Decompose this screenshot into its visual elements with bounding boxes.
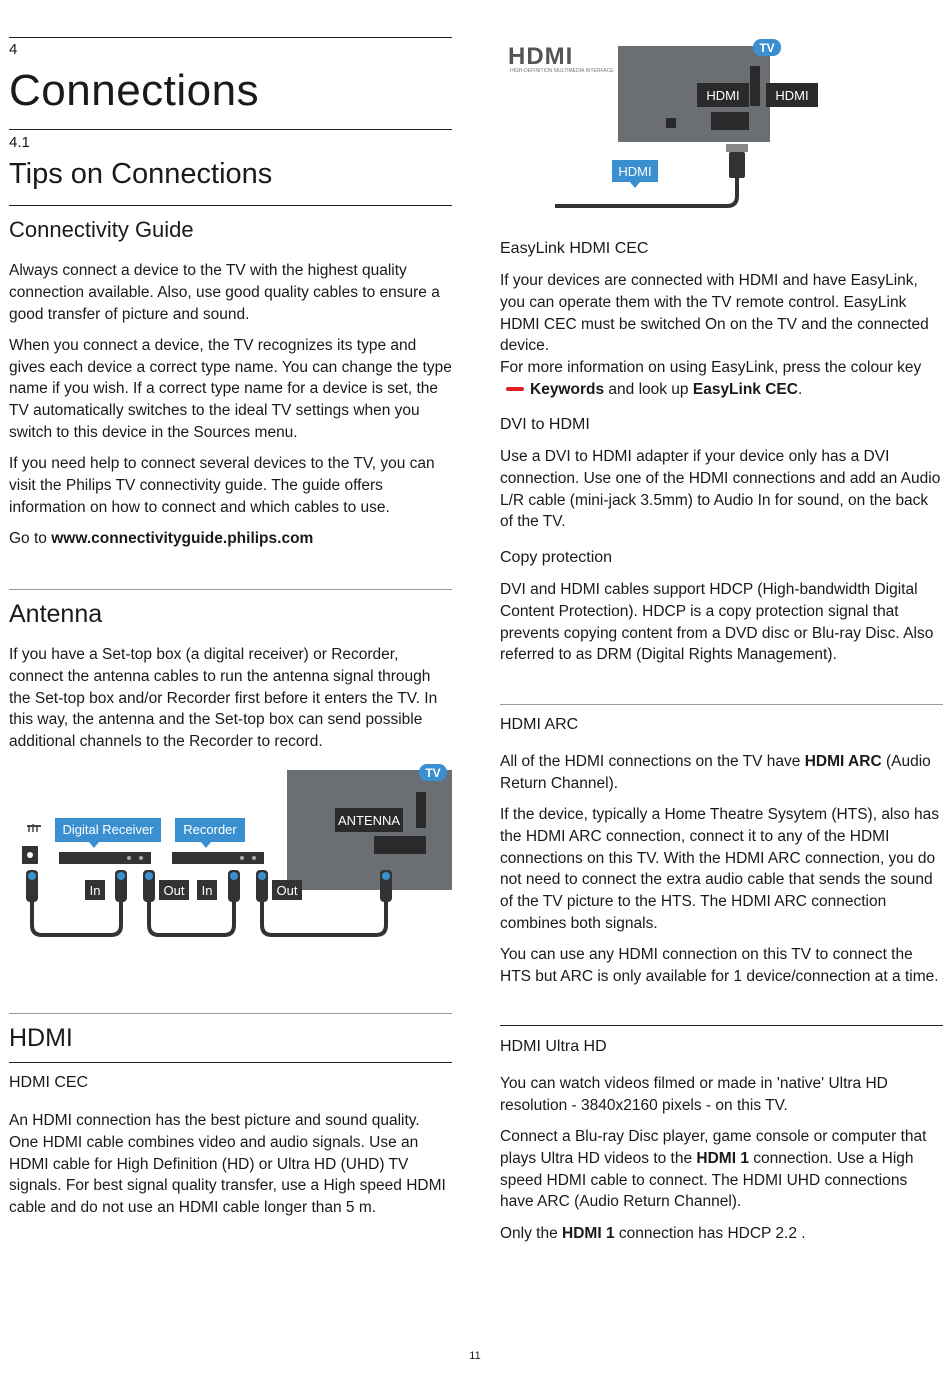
- arc-heading: HDMI ARC: [500, 716, 579, 733]
- uhd-heading: HDMI Ultra HD: [500, 1038, 607, 1055]
- tv-badge-label: TV: [759, 41, 775, 55]
- in-port-label-2: [197, 880, 217, 900]
- easylink-body: [500, 270, 946, 401]
- connectivity-rule: [9, 205, 452, 206]
- connectivity-guide-link[interactable]: www.connectivityguide.philips.com: [51, 530, 314, 548]
- recorder-label: Recorder: [183, 822, 237, 837]
- chapter-rule: [9, 37, 452, 38]
- page-number: 11: [469, 1350, 481, 1362]
- arc-paragraph: All of the HDMI connections on the TV have HDMI ARC (Audio Return Channel).: [500, 753, 931, 792]
- hdmi-logo-text: HDMI: [508, 43, 574, 70]
- connectivity-paragraph: Always connect a device to the TV with the highest quality connection available. Also, use good quality cables to ensure a good transfer of picture and sound.: [9, 262, 440, 323]
- dvi-paragraph: Use a DVI to HDMI adapter if your device only has a DVI connection. Use one of the HDMI connections and add an Audio L/R cable (mini-jack 3.5mm) to Audio In for sound, on the back of the TV.: [500, 448, 941, 531]
- hdmi-plug: [726, 144, 748, 178]
- hdmi-cec-rule: [9, 1062, 452, 1063]
- antenna-paragraph: If you have a Set-top box (a digital receiver) or Recorder, connect the antenna cables to run the antenna signal through the Set-top box and/or Recorder first before it enters the TV. In this way, the antenna and the Set-top box can send possible additional channels to the Recorder to record.: [9, 646, 438, 751]
- tv-side-slot: [750, 66, 760, 106]
- out-label: Out: [276, 883, 298, 898]
- hdmi-cable-label: HDMI: [618, 164, 652, 179]
- hdmi-rule: [9, 1013, 452, 1014]
- easylink-paragraph: If your devices are connected with HDMI and have EasyLink, you can operate them with the TV remote control. EasyLink HDMI CEC must be switched On on the TV and the connected device.: [500, 272, 929, 355]
- digital-receiver-tag: [55, 818, 161, 848]
- uhd-paragraph: Only the HDMI 1 connection has HDCP 2.2 .: [500, 1224, 806, 1242]
- recorder-box: [172, 852, 264, 864]
- tv-side-slot: [416, 792, 426, 828]
- hdmi-cec-heading: HDMI CEC: [9, 1074, 89, 1091]
- connectivity-goto: Go to www.connectivityguide.philips.com: [9, 530, 314, 548]
- out-label: Out: [163, 883, 185, 898]
- antenna-connection-diagram: [9, 760, 452, 950]
- hdmi-arc-term: HDMI ARC: [804, 753, 882, 770]
- section-title: Tips on Connections: [9, 158, 273, 190]
- antenna-label-box: [335, 808, 403, 832]
- hdmi-logo-subtitle: HIGH-DEFINITION MULTIMEDIA INTERFACE: [510, 68, 614, 74]
- in-label: In: [201, 883, 213, 898]
- uhd-paragraph: Connect a Blu-ray Disc player, game console or computer that plays Ultra HD videos to the HDMI 1 connection. Use a High speed HDMI cable to connect. The HDMI UHD connections have ARC (Audio Return Channel).: [500, 1128, 927, 1211]
- dvi-body: [500, 446, 943, 533]
- chapter-number: 4: [9, 41, 18, 58]
- hdmi-cec-paragraph: An HDMI connection has the best picture and sound quality. One HDMI cable combines video and audio signals. Use an HDMI cable for High Definition (HD) or Ultra HD (UHD) TV signals. For best signal quality transfer, use a High speed HDMI cable and do not use an HDMI cable longer than 5 m.: [9, 1112, 446, 1217]
- tv-badge: [419, 764, 447, 781]
- tv-small-port: [666, 118, 676, 128]
- easylink-cec-term: EasyLink CEC: [692, 380, 798, 398]
- hdmi-port-label: HDMI: [775, 88, 809, 103]
- antenna-rule: [9, 589, 452, 590]
- tv-antenna-port: [374, 836, 426, 854]
- connectivity-body: [9, 260, 452, 550]
- antenna-body: [9, 644, 452, 753]
- red-colour-key-icon: [506, 387, 524, 391]
- wall-antenna-icon: [22, 824, 41, 864]
- easylink-heading: EasyLink HDMI CEC: [500, 240, 649, 257]
- hdmi-cable: [555, 178, 737, 206]
- arc-rule: [500, 704, 943, 705]
- arc-body: [500, 751, 946, 988]
- uhd-body: [500, 1073, 943, 1245]
- dvi-heading: DVI to HDMI: [500, 416, 590, 433]
- in-port-label-1: [85, 880, 105, 900]
- keywords-term: Keywords: [530, 380, 605, 398]
- hdmi-1-term: HDMI 1: [696, 1149, 749, 1167]
- copy-protection-heading: Copy protection: [500, 549, 613, 566]
- hdmi-port-label-2: [766, 83, 818, 107]
- recorder-tag: [175, 818, 245, 848]
- uhd-paragraph: You can watch videos filmed or made in 'native' Ultra HD resolution - 3840x2160 pixels - on this TV.: [500, 1075, 888, 1114]
- hdmi-1-term: HDMI 1: [562, 1224, 615, 1242]
- antenna-label: ANTENNA: [337, 813, 401, 828]
- antenna-cables: [32, 902, 386, 935]
- hdmi-port-label: HDMI: [706, 88, 740, 103]
- in-label: In: [89, 883, 101, 898]
- digital-receiver-box: [59, 852, 151, 864]
- tv-badge: [753, 39, 781, 56]
- section-number: 4.1: [9, 134, 30, 151]
- connectivity-paragraph: When you connect a device, the TV recognizes its type and gives each device a correct type name. You can change the type name if you wish. If a correct type name for a device is set, the TV automatically switches to the ideal TV settings when you switch to this device in the Sources menu.: [9, 336, 452, 442]
- tv-badge-label: TV: [425, 766, 441, 780]
- chapter-title: Connections: [9, 66, 260, 115]
- uhd-rule: [500, 1025, 943, 1026]
- copy-protection-body: [500, 579, 943, 666]
- out-port-label-1: [159, 880, 189, 900]
- hdmi-connection-diagram: [500, 36, 943, 211]
- hdmi-cable-tag: [612, 160, 658, 188]
- section-rule: [9, 129, 452, 130]
- antenna-heading: Antenna: [9, 600, 103, 628]
- hdmi-heading: HDMI: [9, 1024, 73, 1052]
- hdmi-logo: [508, 43, 614, 74]
- hdmi-port-label-1: [697, 83, 749, 107]
- tv-hdmi-port: [711, 112, 749, 130]
- arc-paragraph: You can use any HDMI connection on this TV to connect the HTS but ARC is only available for 1 device/connection at a time.: [500, 946, 939, 986]
- connectivity-heading: Connectivity Guide: [9, 217, 194, 242]
- out-port-label-2: [272, 880, 302, 900]
- connectivity-paragraph: If you need help to connect several devices to the TV, you can visit the Philips TV connectivity guide. The guide offers information on how to connect and which cables to use.: [9, 455, 435, 516]
- copy-protection-paragraph: DVI and HDMI cables support HDCP (High-bandwidth Digital Content Protection). HDCP is a copy protection signal that prevents copying content from a DVD disc or Blu-ray Disc. Also referred to as DRM (Digital Rights Management).: [500, 581, 934, 664]
- digital-receiver-label: Digital Receiver: [62, 822, 154, 837]
- arc-paragraph: If the device, typically a Home Theatre Sysytem (HTS), also has the HDMI ARC connection, connect it to any of the HDMI connections on this TV. With the HDMI ARC connection, you do not need to connect the extra audio cable that sends the sound of the TV picture to the HTS. The HDMI ARC connection combines both signals.: [500, 806, 940, 933]
- easylink-paragraph: For more information on using EasyLink, press the colour key Keywords and look up EasyLink CEC.: [500, 359, 922, 398]
- hdmi-cec-body: [9, 1110, 452, 1219]
